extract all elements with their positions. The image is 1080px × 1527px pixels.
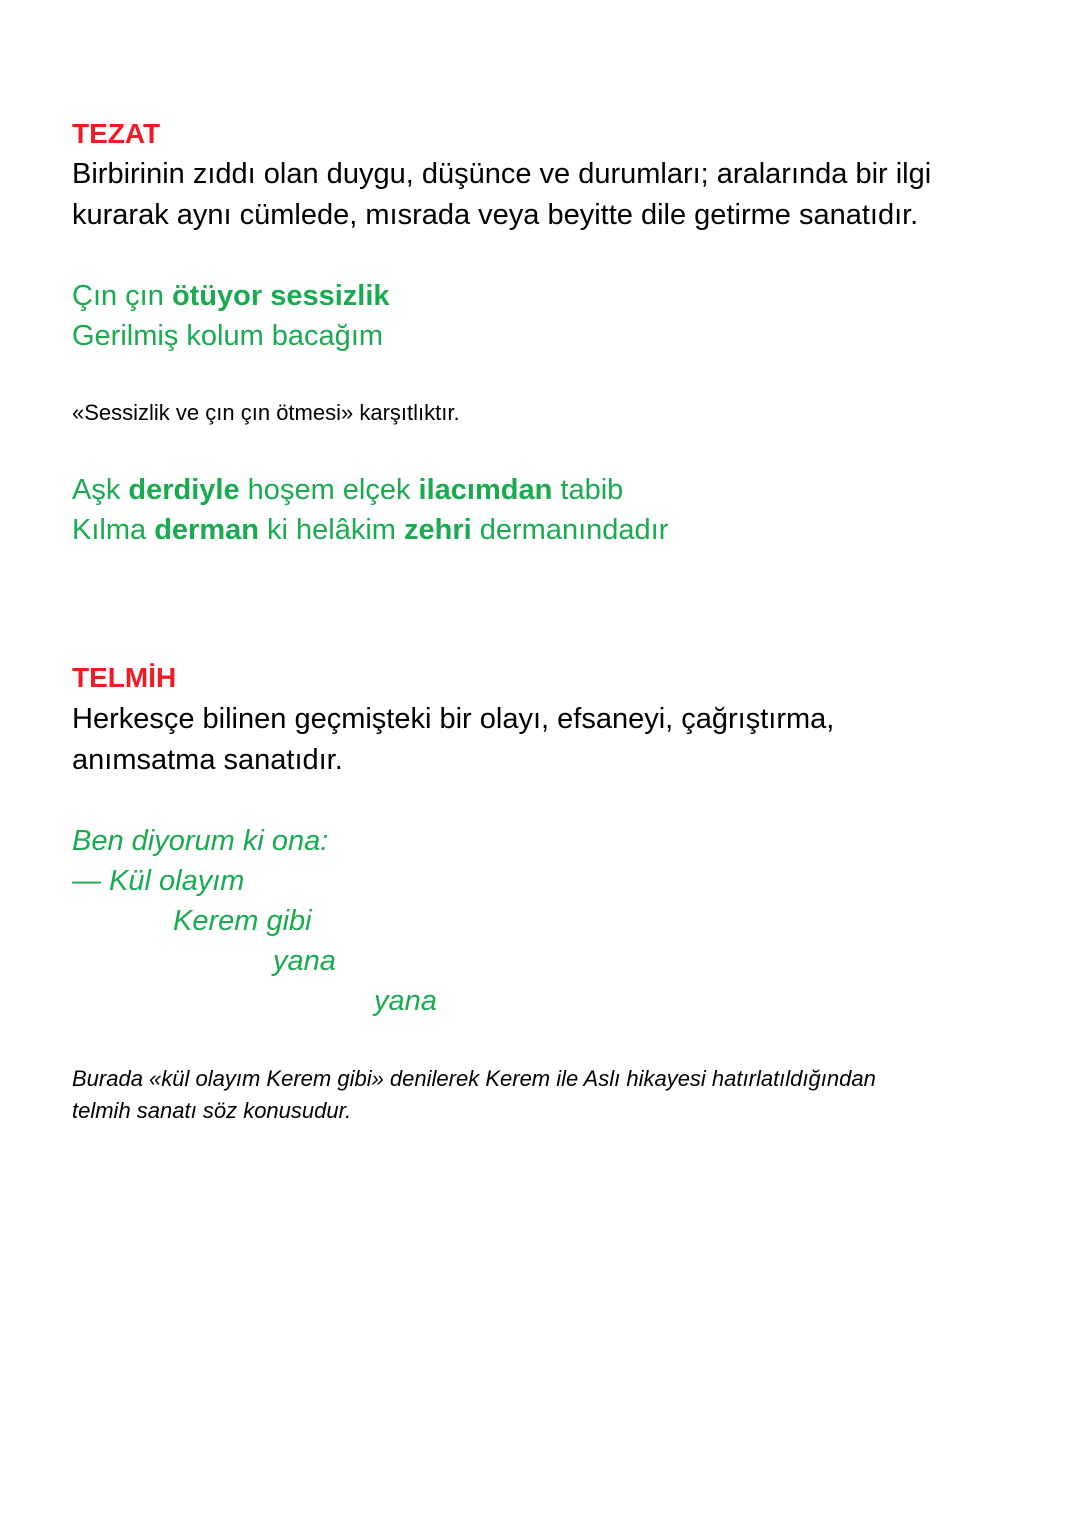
verse-line: Gerilmiş kolum bacağım xyxy=(72,320,384,352)
poem-line: Ben diyorum ki ona: xyxy=(72,825,329,857)
verse-text: ki helâkim xyxy=(258,514,404,546)
verse-text: Çın çın xyxy=(72,280,172,312)
verse-text: Aşk xyxy=(72,474,129,506)
poem-line: — Kül olayım xyxy=(72,865,245,897)
tezat-example-2 xyxy=(72,470,668,550)
verse-bold-text: derdiyle xyxy=(128,474,240,506)
tezat-definition xyxy=(72,154,931,236)
telmih-definition-line: anımsatma sanatıdır. xyxy=(72,744,343,776)
poem-line: yana xyxy=(273,945,336,977)
verse-bold-text: derman xyxy=(154,514,259,546)
verse-bold-text: ötüyor sessizlik xyxy=(171,280,390,312)
telmih-heading: TELMİH xyxy=(72,662,177,693)
explanation-line: Burada «kül olayım Kerem gibi» denilerek Kerem ile Aslı hikayesi hatırlatıldığından xyxy=(72,1066,876,1091)
telmih-definition xyxy=(72,699,834,781)
telmih-definition-line: Herkesçe bilinen geçmişteki bir olayı, efsaneyi, çağrıştırma, xyxy=(72,703,835,735)
tezat-explanation: «Sessizlik ve çın çın ötmesi» karşıtlıktır. xyxy=(72,400,460,425)
verse-text: tabib xyxy=(552,474,624,506)
poem-line: Kerem gibi xyxy=(173,905,312,937)
telmih-explanation xyxy=(72,1063,876,1127)
verse-bold-text: zehri xyxy=(404,514,472,546)
verse-line xyxy=(72,510,668,550)
tezat-heading: TEZAT xyxy=(72,118,161,149)
verse-text: hoşem elçek xyxy=(239,474,419,506)
poem-line: yana xyxy=(374,985,437,1017)
verse-line xyxy=(72,276,390,316)
verse-text: Kılma xyxy=(72,514,155,546)
verse-text: dermanındadır xyxy=(471,514,669,546)
tezat-example-1 xyxy=(72,276,390,356)
verse-line xyxy=(72,470,668,510)
tezat-definition-line: kurarak aynı cümlede, mısrada veya beyitte dile getirme sanatıdır. xyxy=(72,199,919,231)
verse-bold-text: ilacımdan xyxy=(418,474,553,506)
tezat-definition-line: Birbirinin zıddı olan duygu, düşünce ve durumları; aralarında bir ilgi xyxy=(72,158,932,190)
telmih-poem xyxy=(72,821,437,1021)
explanation-line: telmih sanatı söz konusudur. xyxy=(72,1098,352,1123)
